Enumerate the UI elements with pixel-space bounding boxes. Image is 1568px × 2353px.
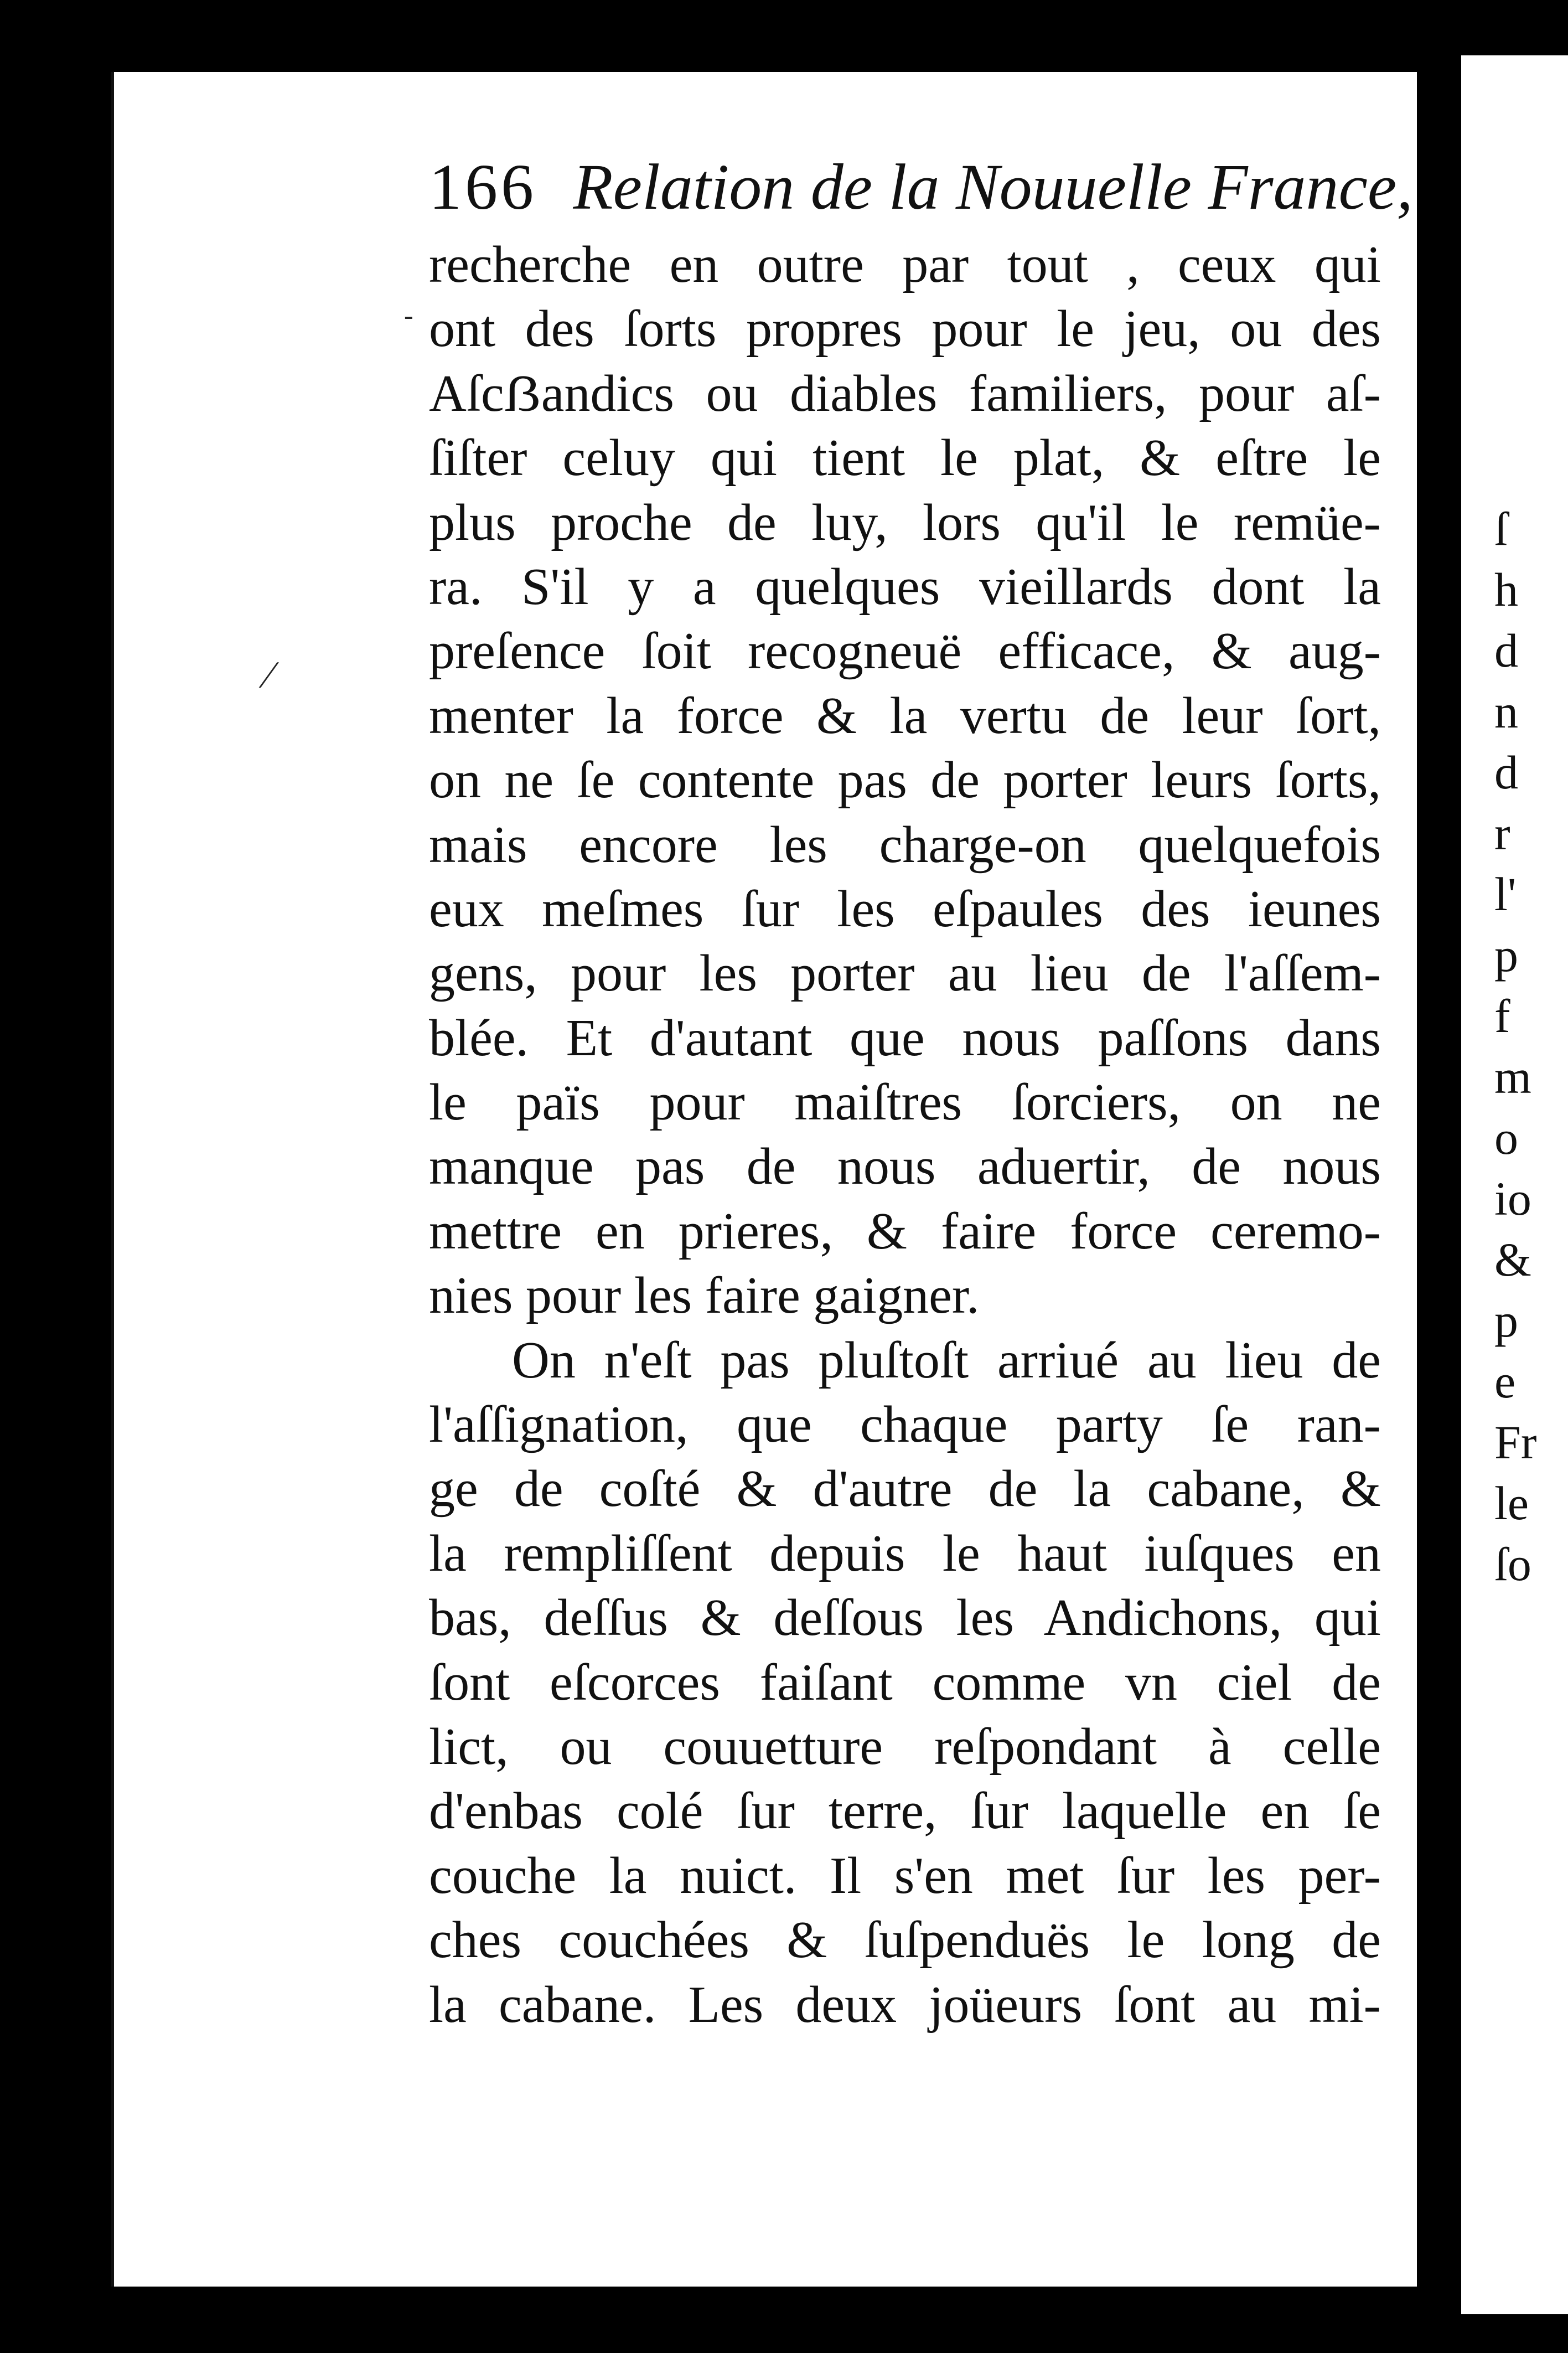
text-line: nies pour les faire gaigner.: [429, 1267, 980, 1325]
fragment: f: [1494, 989, 1510, 1043]
text-line: ſiſter celuy qui tient le plat, & eſtre le: [429, 429, 1381, 487]
fragment: io: [1494, 1172, 1531, 1225]
book-spine: [1417, 50, 1461, 2331]
fragment: n: [1494, 685, 1518, 738]
text-line: menter la force & la vertu de leur ſort,: [429, 687, 1381, 745]
fragment: &: [1494, 1233, 1531, 1286]
page-header: [429, 149, 1413, 227]
text-line: plus proche de luy, lors qu'il le remüe-: [429, 493, 1381, 551]
text-line: lict, ou couuetture reſpondant à celle: [429, 1717, 1381, 1776]
margin-dash-mark: -: [404, 300, 413, 331]
fragment: ſo: [1494, 1537, 1531, 1591]
right-page-text-fragments: [1494, 498, 1568, 1595]
fragment: Fr: [1494, 1416, 1537, 1469]
fragment: d: [1494, 746, 1518, 799]
text-line: mettre en prieres, & faire force ceremo-: [429, 1202, 1381, 1260]
text-line: recherche en outre par tout , ceux qui: [429, 236, 1381, 293]
fragment: r: [1494, 807, 1510, 860]
text-line: on ne ſe contente pas de porter leurs ſorts,: [429, 751, 1381, 809]
text-line: d'enbas colé ſur terre, ſur laquelle en ſe: [429, 1782, 1381, 1840]
text-line: bas, deſſus & deſſous les Andichons, qui: [429, 1589, 1381, 1647]
text-line: preſence ſoit recogneuë efficace, & aug-: [429, 622, 1381, 680]
text-line: le païs pour maiſtres ſorciers, on ne: [429, 1074, 1381, 1132]
text-line: l'aſſignation, que chaque party ſe ran-: [429, 1396, 1381, 1454]
fragment: ſ: [1494, 502, 1508, 555]
text-line: la rempliſſent depuis le haut iuſques en: [429, 1524, 1381, 1582]
text-line: manque pas de nous aduertir, de nous: [429, 1138, 1381, 1196]
text-line: gens, pour les porter au lieu de l'aſſem-: [429, 945, 1381, 1003]
text-line: ches couchées & ſuſpenduës le long de: [429, 1911, 1381, 1969]
fragment: e: [1494, 1355, 1516, 1408]
page-number: 166: [429, 151, 537, 223]
margin-annotation-mark: ⁄: [266, 654, 272, 696]
fragment: h: [1494, 563, 1518, 616]
fragment: d: [1494, 624, 1518, 677]
fragment: m: [1494, 1050, 1531, 1103]
fragment: p: [1494, 928, 1518, 982]
body-text: [429, 233, 1381, 2037]
text-line: ge de coſté & d'autre de la cabane, &: [429, 1460, 1381, 1518]
text-line: blée. Et d'autant que nous paſſons dans: [429, 1009, 1381, 1067]
text-line: ra. S'il y a quelques vieillards dont la: [429, 558, 1381, 616]
fragment: p: [1494, 1294, 1518, 1347]
text-line: mais encore les charge-on quelquefois: [429, 816, 1381, 874]
fragment: l': [1494, 868, 1517, 921]
text-line: eux meſmes ſur les eſpaules des ieunes: [429, 880, 1381, 938]
running-title: Relation de la Nouuelle France,: [573, 151, 1413, 223]
text-line: ſont eſcorces faiſant comme vn ciel de: [429, 1653, 1381, 1711]
text-line: ont des ſorts propres pour le jeu, ou des: [429, 300, 1381, 358]
fragment: o: [1494, 1111, 1518, 1164]
text-line: la cabane. Les deux joüeurs ſont au mi-: [429, 1975, 1381, 2034]
fragment: le: [1494, 1477, 1529, 1530]
text-line: couche la nuict. Il s'en met ſur les per-: [429, 1846, 1381, 1905]
paragraph-first-line: On n'eſt pas pluſtoſt arriué au lieu de: [512, 1331, 1381, 1389]
text-line: Aſcẞandics ou diables familiers, pour aſ-: [429, 364, 1381, 422]
